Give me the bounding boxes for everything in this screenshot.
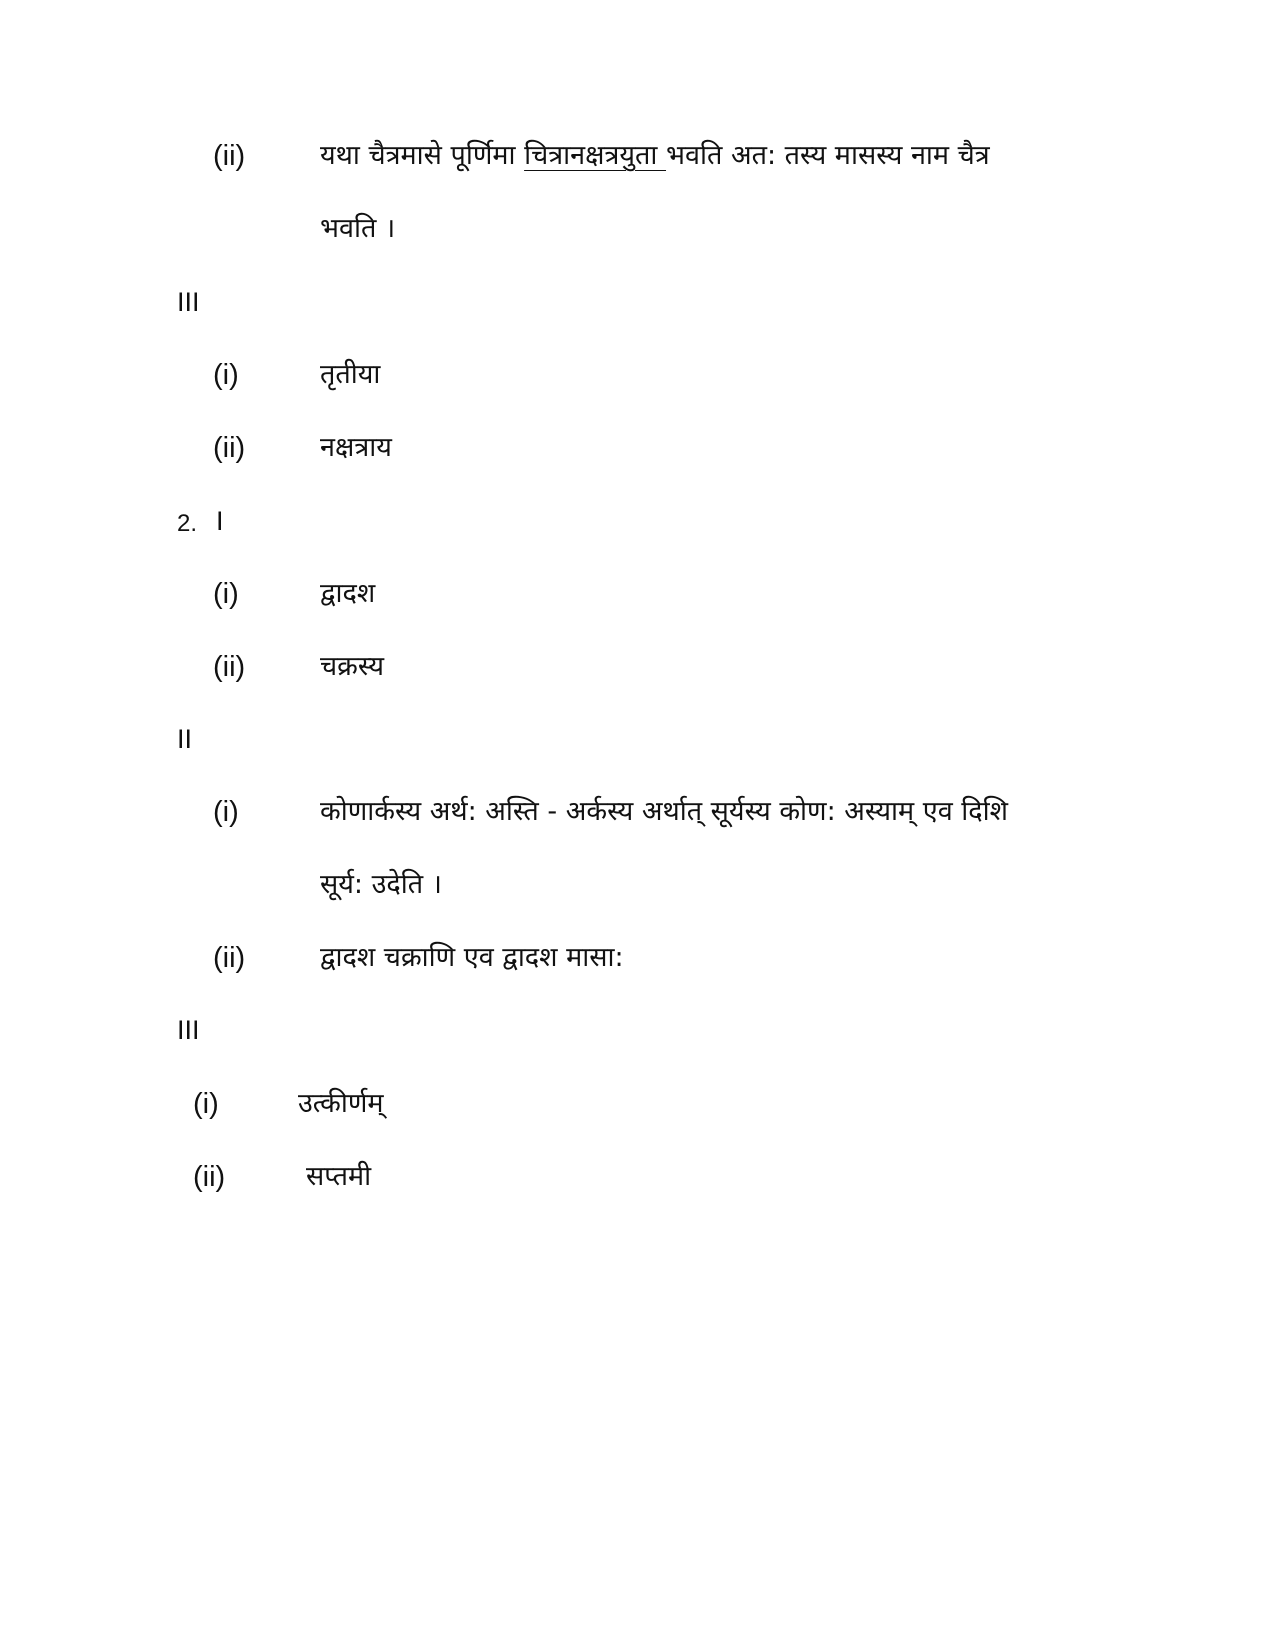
answer-text: यथा चैत्रमासे पूर्णिमा [320, 140, 525, 171]
answer-text: द्वादश चक्राणि एव द्वादश मासा: [320, 942, 624, 973]
underlined-term: चित्रानक्षत्रयुता [524, 140, 667, 171]
section-heading: II [177, 724, 193, 754]
question-number: 2. [177, 510, 198, 537]
answer-text: नक्षत्राय [320, 432, 392, 463]
item-label: (ii) [213, 651, 246, 683]
answer-text: कोणार्कस्य अर्थ: अस्ति - अर्कस्य अर्थात् सूर्यस्य कोण: अस्याम् एव दिशि [320, 796, 1008, 827]
item-label: (ii) [213, 432, 246, 464]
answer-text: चक्रस्य [320, 651, 385, 682]
section-heading: I [216, 506, 224, 536]
answer-text-continuation: भवति । [320, 213, 396, 244]
item-label: (i) [193, 1088, 219, 1120]
item-label: (i) [213, 796, 239, 828]
answer-text: भवति अत: तस्य मासस्य नाम चैत्र [666, 140, 990, 171]
answer-text: द्वादश [320, 578, 376, 609]
section-heading: III [177, 1015, 200, 1045]
item-label: (ii) [193, 1161, 226, 1193]
item-label: (i) [213, 578, 239, 610]
answer-text: उत्कीर्णम् [298, 1088, 384, 1119]
answer-text-continuation: सूर्य: उदेति । [320, 869, 442, 900]
item-label: (ii) [213, 140, 246, 172]
answer-text-line [320, 138, 990, 174]
section-heading: III [177, 287, 200, 317]
item-label: (ii) [213, 942, 246, 974]
answer-text: सप्तमी [306, 1161, 372, 1192]
item-label: (i) [213, 359, 239, 391]
answer-text: तृतीया [320, 359, 381, 390]
